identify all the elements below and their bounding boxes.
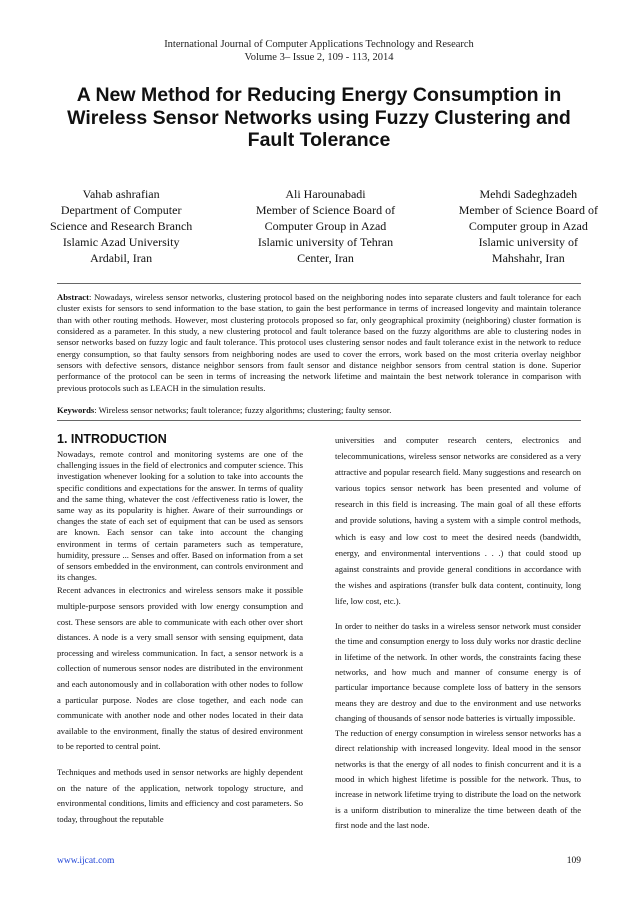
abstract-label: Abstract bbox=[57, 292, 89, 302]
paper-title bbox=[40, 84, 598, 152]
keywords bbox=[57, 405, 581, 416]
author-affiliation-line: Islamic university of Tehran bbox=[257, 235, 394, 249]
author-name: Ali Harounabadi bbox=[285, 187, 366, 201]
body-paragraph: In order to neither do tasks in a wireless sensor network must consider the time and consumption energy to loss duly works nor drastic decline in lifetime of the network. In other words, the constraints facing these networks, and how much and manner of consume energy is of particular importance because complete loss of battery in the sensors means they are destroy and due to the environment and use networks changing of thousands of sensor node batteries is virtually impossible. bbox=[335, 621, 581, 723]
body-paragraph: universities and computer research centers, electronics and telecommunications, wireless sensor networks are considered as a very attractive and popular research field. Many suggestions and research on various topics sensor network has been presented and volume of research in this field is increasing. The main goal of all these efforts and provide solutions, having a system with a simple control methods, which is easy and low cost to meet the desired needs (bandwidth, energy, and environmental interventions . . .) that could stood up against constraints and provide general conditions in accordance with the wishes and aspirations (transfer bulk data content, continuity, long life, low cost, etc.). bbox=[335, 435, 581, 606]
author-name: Vahab ashrafian bbox=[82, 187, 160, 201]
page-number: 109 bbox=[566, 856, 581, 866]
abstract-top-rule bbox=[57, 283, 581, 284]
author-affiliation-line: Islamic Azad University bbox=[62, 235, 180, 249]
author-location: Center, Iran bbox=[297, 251, 354, 265]
author-block bbox=[50, 186, 598, 266]
author-1 bbox=[50, 186, 192, 266]
author-name: Mehdi Sadeghzadeh bbox=[479, 187, 578, 201]
author-3 bbox=[459, 186, 598, 266]
author-location: Mahshahr, Iran bbox=[491, 251, 565, 265]
keywords-text: : Wireless sensor networks; fault tolerance; fuzzy algorithms; clustering; faulty sensor. bbox=[94, 405, 392, 415]
footer-website-link[interactable]: www.ijcat.com bbox=[57, 856, 115, 866]
abstract bbox=[57, 292, 581, 394]
journal-volume: Volume 3– Issue 2, 109 - 113, 2014 bbox=[244, 52, 394, 63]
author-location: Ardabil, Iran bbox=[90, 251, 153, 265]
title-line-2: Wireless Sensor Networks using Fuzzy Clustering and bbox=[67, 106, 571, 129]
left-column bbox=[57, 432, 303, 827]
author-affiliation-line: Department of Computer bbox=[60, 203, 182, 217]
title-line-3: Fault Tolerance bbox=[247, 129, 391, 151]
body-paragraph: Techniques and methods used in sensor networks are highly dependent on the nature of the application, network topology structure, and environmental conditions, limits and efficiency and cost parameters. So today, throughout the reputable bbox=[57, 766, 303, 824]
author-affiliation-line: Science and Research Branch bbox=[50, 219, 193, 233]
body-paragraph: Recent advances in electronics and wireless sensors make it possible multiple-purpose sensors provided with low energy consumption and cost. These sensors are able to communicate with each other over short distances. A node is a very small sensor with sensing equipment, data processing and wireless communication. In fact, a sensor network is a collection of numerous sensor nodes are distributed in the environment and each autonomously and in collaboration with other nodes to follow a particular purpose. Nodes are close together, and each node can communicate with another node and other nodes located in their data available to the environment, finally the status of desired environment to be reported to central point. bbox=[57, 585, 303, 752]
right-column bbox=[335, 432, 581, 833]
title-line-1: A New Method for Reducing Energy Consumption in bbox=[76, 84, 562, 106]
abstract-text: : Nowadays, wireless sensor networks, clustering protocol based on the neighboring nodes into separate clusters and fault tolerance for each cluster exists for sensors to send information to the base station, to gain the best performance in terms of increased longevity and maintain tolerance than with other routing methods. However, most clustering protocols proposed so far, only geographical proximity (neighboring) cluster formation is considered as a parameter. In this study, a new clustering protocol and fault tolerance based on the fuzzy algorithms are able to clustering nodes in sensor networks based on fuzzy logic and fault tolerance. This protocol uses clustering sensor nodes and fault tolerance exist in the network to reduce energy consumption, so that faulty sensors from neighboring nodes are used to cover the errors, work based on the most criteria overlay neighbor sensors with defective sensors, distance neighbor sensors from fault sensor and distance neighbor sensors from central station is done. Superior performance of the protocol can be seen in terms of increasing the network lifetime and maintain the best network tolerance in comparison with previous protocols such as LEACH in the simulation results. bbox=[57, 292, 581, 393]
section-heading-introduction: 1. INTRODUCTION bbox=[57, 432, 167, 446]
body-paragraph: The reduction of energy consumption in wireless sensor networks has a direct relationship with increased longevity. Ideal mood in the sensor networks is that the energy of all nodes to finish concurrent and it is a mood in which highest lifetime is possible for the network. Thus, to increase in network lifetime trying to distribute the load on the network is a uniform distribution to mineralize the time between death of the first node and the last node. bbox=[335, 728, 581, 830]
author-affiliation-line: Member of Science Board of bbox=[458, 203, 598, 217]
author-affiliation-line: Computer group in Azad bbox=[468, 219, 588, 233]
author-2 bbox=[256, 186, 395, 266]
author-affiliation-line: Member of Science Board of bbox=[255, 203, 396, 217]
journal-name: International Journal of Computer Applications Technology and Research bbox=[164, 39, 474, 50]
journal-header bbox=[0, 38, 638, 64]
body-paragraph: Nowadays, remote control and monitoring systems are one of the challenging issues in the field of electronics and computer science. This investigation whenever looking for a solution to take into accounts the specific conditions and expectations for the answer. In terms of quality and the same thing, whatever the cost /effectiveness ratio is lower, the same way as its popularity is higher. Aware of their surroundings or changes the state of each set of equipment that can be used as sensors are known. Each sensor can take into account the changing environment in terms of certain parameters such as temperature, humidity, pressure ... Senses and offer. Based on information from a set of sensors embedded in the environment, can controls environment and its changes. bbox=[57, 449, 303, 583]
author-affiliation-line: Computer Group in Azad bbox=[264, 219, 387, 233]
keywords-label: Keywords bbox=[57, 405, 95, 415]
keywords-bottom-rule bbox=[57, 420, 581, 421]
author-affiliation-line: Islamic university of bbox=[478, 235, 578, 249]
